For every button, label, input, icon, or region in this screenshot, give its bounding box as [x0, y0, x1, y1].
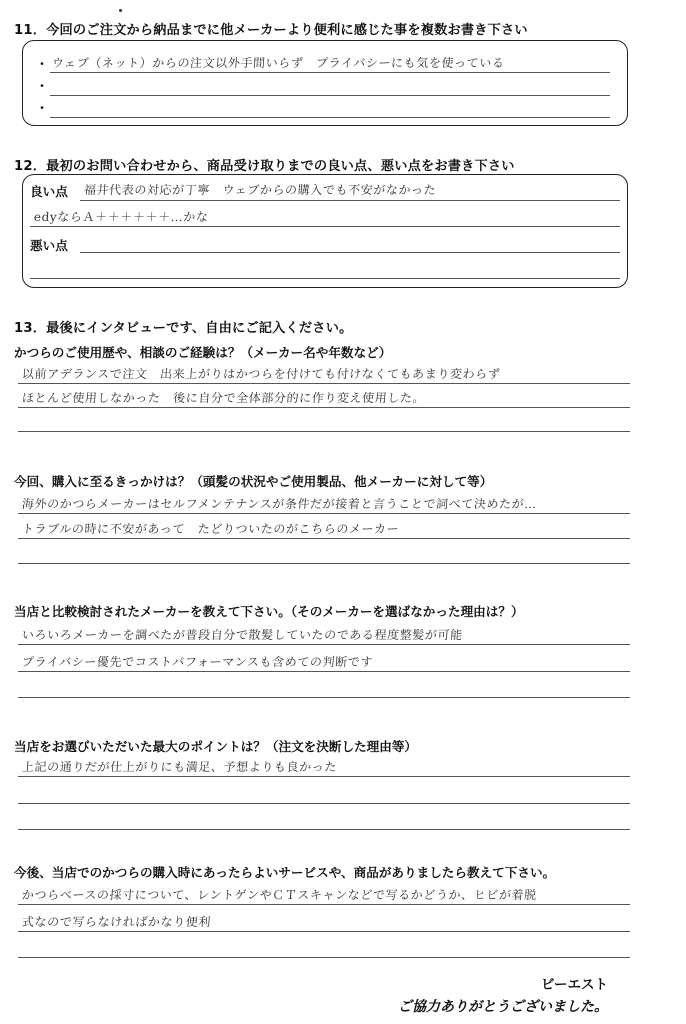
q13-3-answer-2: プライバシー優先でコストパフォーマンスも含めての判断です — [21, 655, 374, 669]
q13-3-answer-1: いろいろメーカーを調べたが普段自分で散髪していたのである程度整髪が可能 — [21, 628, 464, 642]
scan-speck — [119, 9, 122, 12]
q11-answer-box — [22, 40, 628, 126]
q12-bad-label: 悪い点 — [30, 238, 68, 253]
q13-4-line-2 — [18, 803, 630, 804]
thank-you-message: ご協力ありがとうございました。 — [398, 999, 608, 1015]
q11-line-1 — [50, 72, 610, 73]
q12-line-3 — [80, 252, 620, 253]
q13-5-line-1 — [18, 904, 630, 905]
q11-bullet-3: ・ — [36, 101, 49, 115]
q12-line-2 — [30, 226, 620, 227]
q13-1-answer-1: 以前アデランスで注文 出来上がりはかつらを付けても付けなくてもあまり変わらず — [21, 367, 501, 381]
q13-5-question: 今後、当店でのかつらの購入時にあったらよいサービスや、商品がありましたら教えて下さい。 — [14, 865, 556, 880]
q13-3-question: 当店と比較検討されたメーカーを教えて下さい。（そのメーカーを選ばなかった理由は？） — [14, 604, 524, 619]
q13-2-answer-2: トラブルの時に不安があって たどりついたのがこちらのメーカー — [21, 522, 400, 536]
q12-line-4 — [30, 278, 620, 279]
q13-4-answer-1: 上記の通りだが仕上がりにも満足、予想よりも良かった — [21, 760, 338, 774]
q13-1-question: かつらのご使用歴や、相談のご経験は？（メーカー名や年数など） — [14, 345, 392, 360]
q11-heading: 11．今回のご注文から納品までに他メーカーより便利に感じた事を複数お書き下さい — [14, 23, 528, 38]
q11-line-3 — [50, 117, 610, 118]
q12-heading: 12．最初のお問い合わせから、商品受け取りまでの良い点、悪い点をお書き下さい — [14, 159, 515, 174]
q13-4-line-3 — [18, 829, 630, 830]
q13-4-line-1 — [18, 776, 630, 777]
q13-2-answer-1: 海外のかつらメーカーはセルフメンテナンスが条件だが接着と言うことで詞べて決めたが… — [21, 497, 538, 511]
q13-3-line-2 — [18, 671, 630, 672]
q11-bullet-2: ・ — [36, 79, 49, 93]
q13-3-line-1 — [18, 644, 630, 645]
q13-1-answer-2: ほとんど使用しなかった 後に自分で全体部分的に作り変え使用した。 — [21, 391, 426, 405]
q11-answer-1: ウェブ（ネット）からの注文以外手間いらず プライバシーにも気を使っている — [51, 56, 505, 70]
q13-3-line-3 — [18, 697, 630, 698]
q13-2-question: 今回、購入に至るきっかけは？（頭髪の状況やご使用製品、他メーカーに対して等） — [14, 474, 493, 489]
q13-1-line-1 — [18, 383, 630, 384]
q12-good-label: 良い点 — [30, 184, 68, 199]
q13-2-line-2 — [18, 538, 630, 539]
q13-4-question: 当店をお選びいただいた最大のポイントは？（注文を決断した理由等） — [14, 739, 417, 754]
q13-1-line-3 — [18, 431, 630, 432]
q12-good-answer-2: edyならＡ＋＋＋＋＋＋…かな — [33, 210, 210, 224]
q13-5-answer-2: 式なので写らなければかなり便利 — [21, 915, 212, 929]
q11-bullet-1: ・ — [36, 57, 49, 71]
q12-line-1 — [80, 200, 620, 201]
q13-2-line-3 — [18, 563, 630, 564]
q13-5-line-2 — [18, 931, 630, 932]
q12-good-answer-1: 福井代表の対応が丁寧 ウェブからの購入でも不安がなかった — [83, 183, 437, 197]
q11-line-2 — [50, 95, 610, 96]
company-name: ビーエスト — [541, 977, 608, 993]
q13-5-line-3 — [18, 957, 630, 958]
q13-5-answer-1: かつらベースの採寸について、レントゲンやＣＴスキャンなどで写るかどうか、ヒビが着脱 — [21, 888, 538, 902]
q13-1-line-2 — [18, 407, 630, 408]
q13-2-line-1 — [18, 513, 630, 514]
q13-heading: 13．最後にインタビューです、自由にご記入ください。 — [14, 321, 353, 336]
